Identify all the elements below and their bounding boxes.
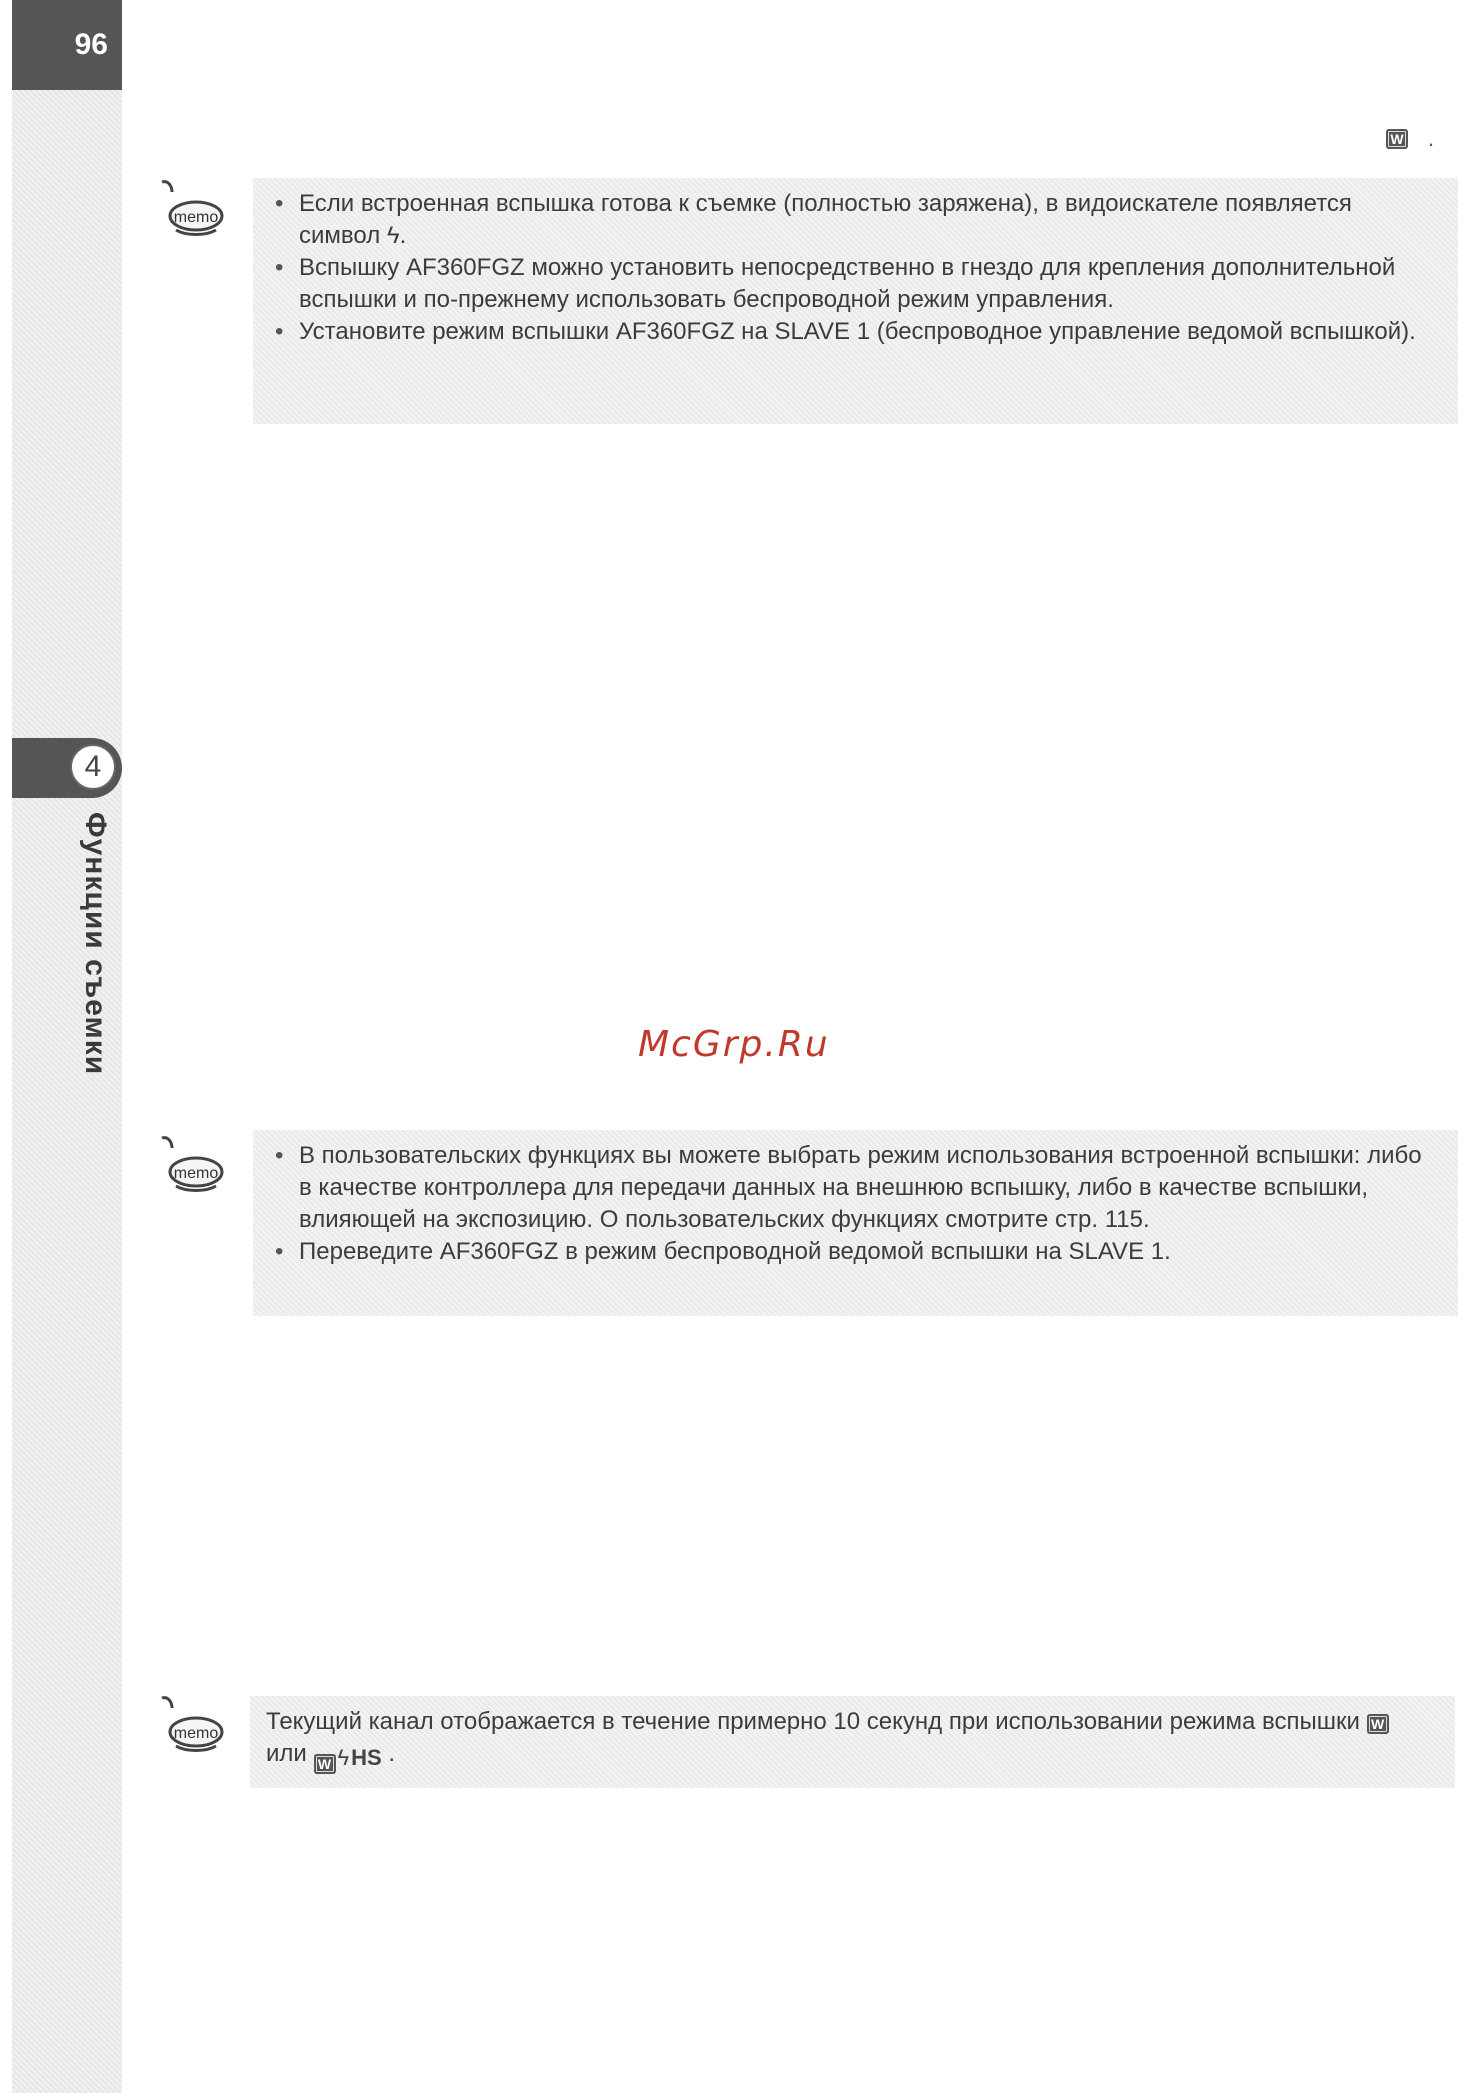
- memo-icon: [158, 178, 226, 238]
- memo-icon: [158, 1694, 226, 1754]
- wireless-w-icon: W: [1386, 129, 1408, 149]
- memo3-text-after: .: [388, 1740, 396, 1767]
- wireless-w-icon: W: [1367, 1714, 1389, 1734]
- list-item: • В пользовательских функциях вы можете выбрать режим использования встроенной вспышки: либо в качестве контроллера для передачи данных на внешнюю вспышку, либо в качестве вспышки, влияющей на экспозицию. О пользовательских функциях смотрите стр. 115.: [269, 1140, 1438, 1236]
- wireless-w-icon: W: [314, 1754, 336, 1774]
- svg-text:memo: memo: [173, 1725, 219, 1742]
- list-item: • Установите режим вспышки AF360FGZ на SLAVE 1 (беспроводное управление ведомой вспышкой).: [269, 316, 1438, 348]
- list-item: • Вспышку AF360FGZ можно установить непосредственно в гнездо для крепления дополнительной вспышки и по-прежнему использовать беспроводной режим управления.: [269, 252, 1438, 316]
- wireless-hs-flash-icon: [314, 1742, 382, 1774]
- svg-text:memo: memo: [173, 209, 219, 226]
- chapter-number: 4: [70, 744, 116, 790]
- memo-list-1: [269, 188, 1438, 348]
- list-item: • Переведите AF360FGZ в режим беспроводной ведомой вспышки на SLAVE 1.: [269, 1236, 1438, 1268]
- hs-label: HS: [351, 1745, 382, 1770]
- memo-list-2: [269, 1140, 1438, 1268]
- trailing-dot: .: [1428, 126, 1435, 151]
- memo3-text-before: Текущий канал отображается в течение примерно 10 секунд при использовании режима вспышки: [266, 1708, 1360, 1735]
- watermark: McGrp.Ru: [638, 1024, 830, 1065]
- top-icon-row: [1386, 126, 1434, 152]
- memo3-text-or: или: [266, 1740, 307, 1767]
- flash-icon: ϟ: [337, 1745, 350, 1770]
- svg-text:memo: memo: [173, 1165, 219, 1182]
- chapter-title: Функции съемки: [79, 812, 112, 1076]
- memo-icon: [158, 1134, 226, 1194]
- memo-text-3: [266, 1706, 1435, 1774]
- list-item: • Если встроенная вспышка готова к съемке (полностью заряжена), в видоискателе появляется символ ϟ.: [269, 188, 1438, 252]
- memo-box-1: [253, 178, 1458, 424]
- memo-box-3: [250, 1696, 1455, 1788]
- memo-box-2: [253, 1130, 1458, 1316]
- page-number: 96: [12, 0, 122, 90]
